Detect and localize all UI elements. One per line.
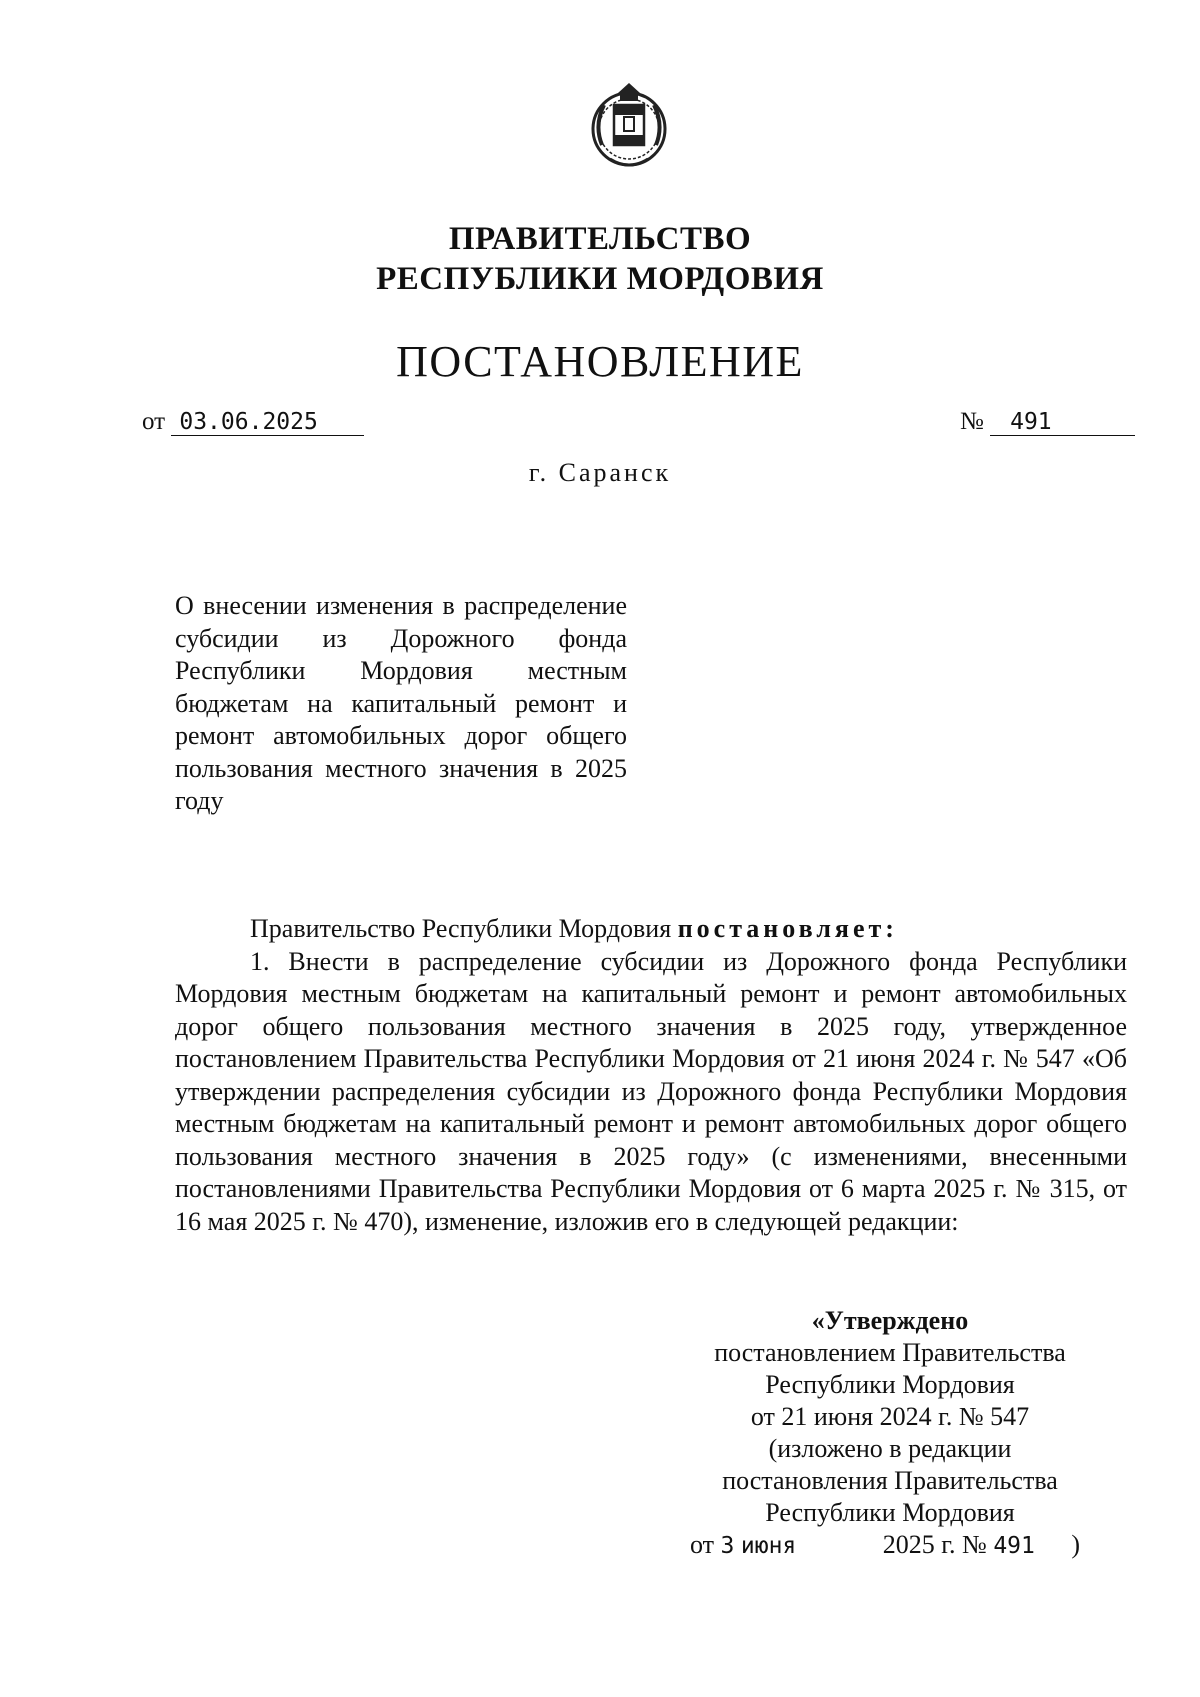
approval-line4: (изложено в редакции xyxy=(768,1434,1012,1463)
approval-line7 xyxy=(680,1529,1100,1562)
approval-year: 2025 г. № xyxy=(882,1530,987,1559)
approval-line5: постановления Правительства xyxy=(722,1466,1058,1495)
government-title-line2: РЕСПУБЛИКИ МОРДОВИЯ xyxy=(376,261,824,297)
city-line: г. Саранск xyxy=(528,458,672,487)
item-1-paragraph: 1. Внести в распределение субсидии из Дорожного фонда Республики Мордовия местным бюджетам на капитальный ремонт и ремонт автомобильных дорог общего пользования местного значения в 2025 году, утвержденное постановлением Правительства Республики Мордовия от 21 июня 2024 г. № 547 «Об утверждении распределения субсидии из Дорожного фонда Республики Мордовия местным бюджетам на капитальный ремонт и ремонт автомобильных дорог общего пользования местного значения в 2025 году» (с изменениями, внесенными постановлениями Правительства Республики Мордовия от 6 марта 2025 г. № 315, от 16 мая 2025 г. № 470), изменение, изложив его в следующей редакции: xyxy=(175,946,1127,1236)
date-value: 03.06.2025 xyxy=(171,409,364,436)
decree-colon: : xyxy=(885,914,894,943)
document-type-title: ПОСТАНОВЛЕНИЕ xyxy=(396,337,804,386)
approval-number: 491 xyxy=(993,1533,1035,1559)
number-value: 491 xyxy=(990,409,1135,436)
approval-title: «Утверждено xyxy=(811,1306,969,1335)
government-title-line1: ПРАВИТЕЛЬСТВО xyxy=(448,221,752,257)
preamble-paragraph xyxy=(175,913,1127,946)
number-prefix: № xyxy=(960,408,984,435)
number-field xyxy=(960,408,1135,436)
approval-date-prefix: от xyxy=(690,1530,715,1559)
approval-line2: Республики Мордовия xyxy=(765,1370,1015,1399)
body-text xyxy=(175,913,1127,1238)
date-prefix: от xyxy=(142,408,166,435)
approval-line6: Республики Мордовия xyxy=(765,1498,1015,1527)
decree-word: постановляет xyxy=(677,914,886,943)
approval-line1: постановлением Правительства xyxy=(714,1338,1066,1367)
preamble-text: Правительство Республики Мордовия xyxy=(250,914,672,943)
approval-stamp xyxy=(680,1305,1100,1562)
subject-block: О внесении изменения в распределение субсидии из Дорожного фонда Республики Мордовия местным бюджетам на капитальный ремонт и ремонт автомобильных дорог общего пользования местного значения в 2025 году xyxy=(175,591,627,815)
approval-close: ) xyxy=(1071,1530,1081,1559)
approval-line3: от 21 июня 2024 г. № 547 xyxy=(750,1402,1030,1431)
coat-of-arms-icon xyxy=(580,75,678,173)
approval-day: 3 xyxy=(720,1533,735,1559)
approval-month: июня xyxy=(740,1533,797,1559)
date-field xyxy=(142,408,364,436)
